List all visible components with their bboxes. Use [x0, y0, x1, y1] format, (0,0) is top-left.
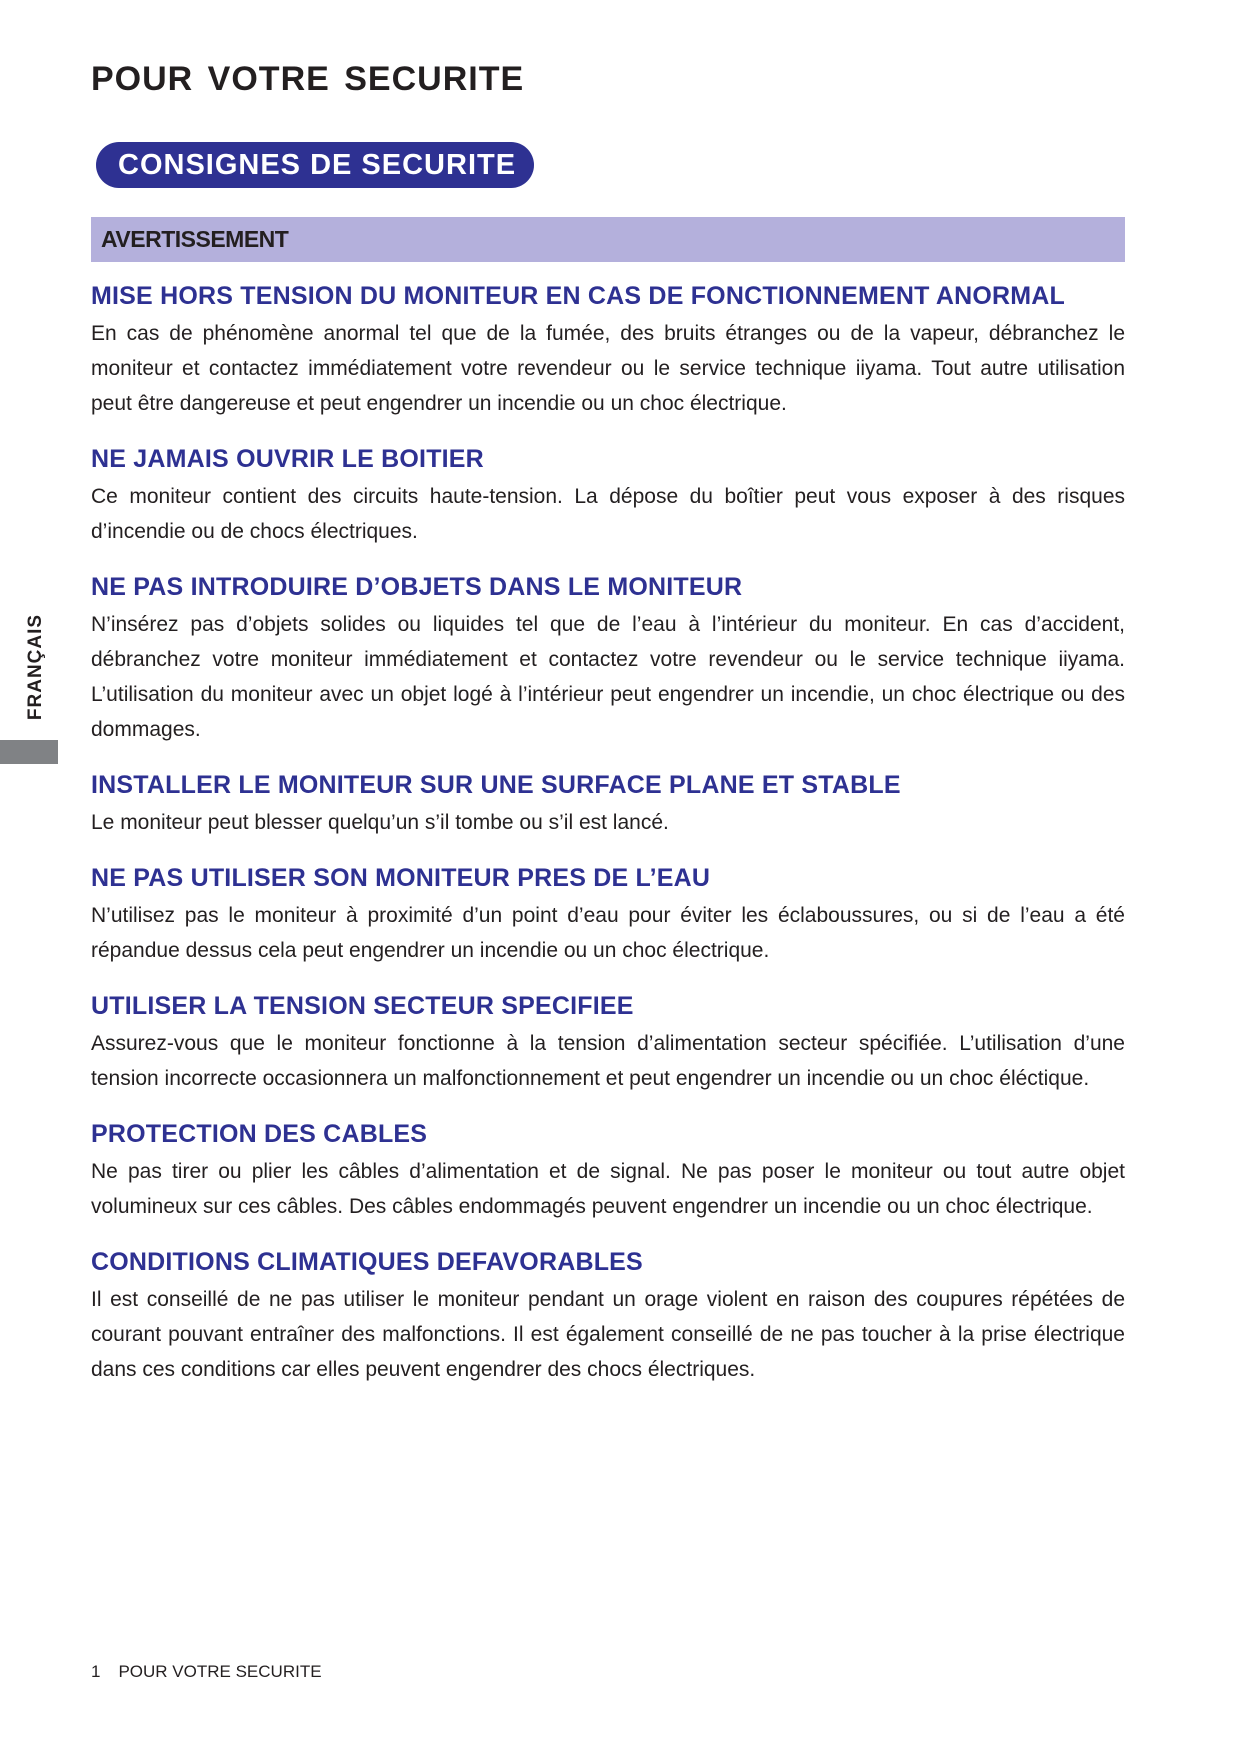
- section-body: Ne pas tirer ou plier les câbles d’alimentation et de signal. Ne pas poser le moniteur ou tout autre objet volumineux sur ces câbles. Des câbles endommagés peuvent engendrer un incendie ou un choc électrique.: [91, 1160, 1125, 1218]
- section-body: Le moniteur peut blesser quelqu’un s’il tombe ou s’il est lancé.: [91, 811, 669, 834]
- language-side-label: FRANÇAIS: [25, 613, 46, 721]
- safety-section: [91, 769, 1125, 840]
- safety-section: [91, 1118, 1125, 1224]
- safety-section: [91, 862, 1125, 968]
- section-heading: NE PAS INTRODUIRE D’OBJETS DANS LE MONITEUR: [91, 573, 743, 601]
- page-title: POUR VOTRE SECURITE: [91, 60, 525, 98]
- section-pill: CONSIGNES DE SECURITE: [96, 142, 534, 188]
- safety-section: [91, 443, 1125, 549]
- language-side-tab: [0, 740, 58, 764]
- section-body: Il est conseillé de ne pas utiliser le moniteur pendant un orage violent en raison des coupures répétées de courant pouvant entraîner des malfonctions. Il est également conseillé de ne pas toucher à la prise électrique dans ces conditions car elles peuvent engendrer des chocs électriques.: [91, 1288, 1125, 1381]
- safety-content: [91, 280, 1125, 1409]
- section-heading: NE JAMAIS OUVRIR LE BOITIER: [91, 445, 484, 473]
- safety-section: [91, 990, 1125, 1096]
- section-body: En cas de phénomène anormal tel que de la fumée, des bruits étranges ou de la vapeur, débranchez le moniteur et contactez immédiatement votre revendeur ou le service technique iiyama. Tout autre utilisation peut être dangereuse et peut engendrer un incendie ou un choc électrique.: [91, 322, 1125, 415]
- page-footer: [91, 1662, 322, 1682]
- section-heading: NE PAS UTILISER SON MONITEUR PRES DE L’EAU: [91, 864, 711, 892]
- section-heading: PROTECTION DES CABLES: [91, 1120, 428, 1148]
- section-body: Assurez-vous que le moniteur fonctionne à la tension d’alimentation secteur spécifiée. L’utilisation d’une tension incorrecte occasionnera un malfonctionnement et peut engendrer un incendie ou un choc éléctique.: [91, 1032, 1125, 1090]
- section-heading: CONDITIONS CLIMATIQUES DEFAVORABLES: [91, 1248, 643, 1276]
- safety-section: [91, 280, 1125, 421]
- section-heading: MISE HORS TENSION DU MONITEUR EN CAS DE FONCTIONNEMENT ANORMAL: [91, 282, 1065, 310]
- section-body: N’utilisez pas le moniteur à proximité d’un point d’eau pour éviter les éclaboussures, ou si de l’eau a été répandue dessus cela peut engendrer un incendie ou un choc électrique.: [91, 904, 1125, 962]
- section-heading: INSTALLER LE MONITEUR SUR UNE SURFACE PLANE ET STABLE: [91, 771, 901, 799]
- section-heading: UTILISER LA TENSION SECTEUR SPECIFIEE: [91, 992, 634, 1020]
- page-number: 1: [91, 1662, 101, 1681]
- footer-label: POUR VOTRE SECURITE: [118, 1662, 322, 1681]
- safety-section: [91, 571, 1125, 747]
- warning-bar: AVERTISSEMENT: [91, 217, 1125, 262]
- section-body: N’insérez pas d’objets solides ou liquides tel que de l’eau à l’intérieur du moniteur. En cas d’accident, débranchez votre moniteur immédiatement et contactez votre revendeur ou le service technique iiyama. L’utilisation du moniteur avec un objet logé à l’intérieur peut engendrer un incendie, un choc électrique ou des dommages.: [91, 613, 1125, 741]
- section-body: Ce moniteur contient des circuits haute-tension. La dépose du boîtier peut vous exposer à des risques d’incendie ou de chocs électriques.: [91, 485, 1125, 543]
- safety-section: [91, 1246, 1125, 1387]
